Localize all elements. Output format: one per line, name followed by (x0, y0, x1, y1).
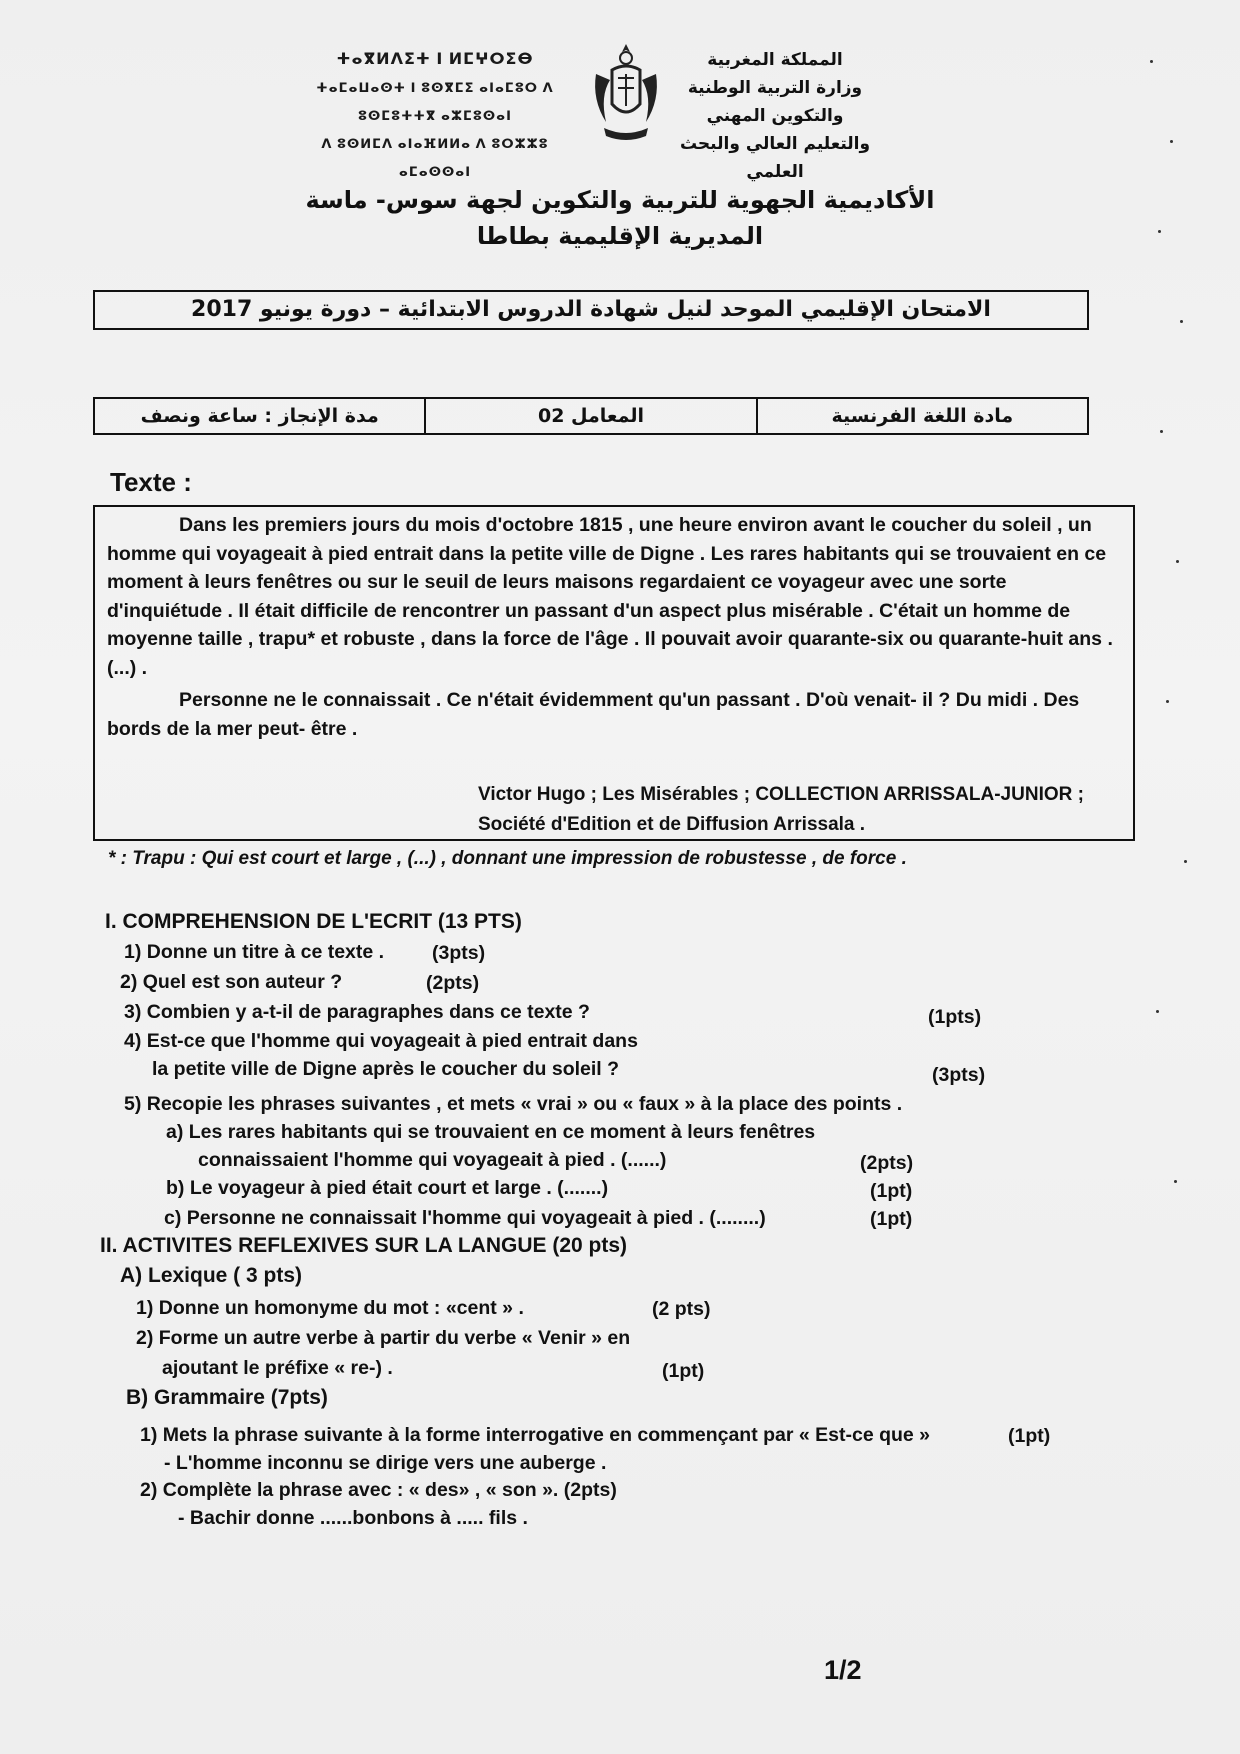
question-5a-line-2: connaissaient l'homme qui voyageait à pied . (......) (198, 1149, 667, 1171)
lexique-question-1: 1) Donne un homonyme du mot : «cent » . (136, 1297, 524, 1319)
scan-speck (1160, 430, 1163, 433)
source-line-1: Victor Hugo ; Les Misérables ; COLLECTION ARRISSALA-JUNIOR ; (478, 784, 1084, 805)
tifinagh-ministry-name (300, 46, 570, 186)
moroccan-coat-of-arms-icon (588, 40, 664, 152)
duration-cell: مدة الإنجاز : ساعة ونصف (140, 405, 379, 427)
lexique-question-2-points: (1pt) (662, 1360, 705, 1382)
official-header (0, 40, 1240, 182)
source-line-2: Société d'Edition et de Diffusion Arrissala . (478, 814, 866, 835)
question-3-points: (1pts) (928, 1006, 982, 1028)
footnote: * : Trapu : Qui est court et large , (...) , donnant une impression de robustesse , de force . (108, 848, 907, 869)
question-5a-line-1: a) Les rares habitants qui se trouvaient en ce moment à leurs fenêtres (166, 1121, 816, 1143)
question-4-points: (3pts) (932, 1064, 986, 1086)
passage-paragraph-1: Dans les premiers jours du mois d'octobre 1815 , une heure environ avant le coucher du soleil , un homme qui voyageait à pied entrait dans la petite ville de Digne . Les rares habitants qui se trouvaient en ce moment à leurs fenêtres ou sur le seuil de leurs maisons regardaient ce voyageur avec une sorte d'inquiétude . Il était difficile de rencontrer un passant d'un aspect plus misérable . C'était un homme de moyenne taille , trapu* et robuste , dans la force de l'âge . Il pouvait avoir quarante-six ou quarante-huit ans . (...) . (107, 514, 1113, 679)
scan-speck (1184, 860, 1187, 863)
grammaire-question-2: 2) Complète la phrase avec : « des» , « son ». (2pts) (140, 1479, 617, 1501)
lexique-question-2-line-2: ajoutant le préfixe « re-) . (162, 1357, 393, 1379)
exam-info-table (93, 397, 1089, 435)
passage-source (478, 780, 1098, 840)
question-5b-points: (1pt) (870, 1180, 913, 1202)
tifinagh-line-2: ⵜⴰⵎⴰⵡⴰⵙⵜ ⵏ ⵓⵙⴳⵎⵉ ⴰⵏⴰⵎⵓⵔ ⴷ ⵓⵙⵎⵓⵜⵜⴳ ⴰⵣⵎⵓⵙⴰⵏ (316, 80, 554, 123)
ministry-line-1: المملكة المغربية (707, 50, 843, 70)
question-2: 2) Quel est son auteur ? (120, 971, 343, 993)
ministry-name-arabic (660, 46, 890, 186)
scan-speck (1150, 60, 1153, 63)
question-1: 1) Donne un titre à ce texte . (124, 941, 385, 963)
question-1-points: (3pts) (432, 942, 486, 964)
coefficient-cell: المعامل 02 (424, 399, 755, 433)
scan-speck (1158, 230, 1161, 233)
grammaire-title: B) Grammaire (7pts) (126, 1386, 328, 1409)
tifinagh-line-1: ⵜⴰⴳⵍⴷⵉⵜ ⵏ ⵍⵎⵖⵔⵉⴱ (336, 51, 534, 68)
question-4-line-2: la petite ville de Digne après le coucher du soleil ? (152, 1058, 620, 1080)
section-1-title: I. COMPREHENSION DE L'ECRIT (13 PTS) (105, 910, 522, 933)
question-5a-points: (2pts) (860, 1152, 914, 1174)
grammaire-sentence-1: - L'homme inconnu se dirige vers une auberge . (164, 1452, 607, 1474)
scan-speck (1174, 1180, 1177, 1183)
subject-cell: مادة اللغة الفرنسية (756, 399, 1087, 433)
lexique-question-1-points: (2 pts) (652, 1298, 711, 1320)
scan-speck (1156, 1010, 1159, 1013)
page-number: 1/2 (824, 1655, 862, 1685)
academy-line: الأكاديمية الجهوية للتربية والتكوين لجهة سوس- ماسة (305, 186, 935, 214)
passage-paragraph-2: Personne ne le connaissait . Ce n'était évidemment qu'un passant . D'où venait- il ? Du midi . Des bords de la mer peut- être . (107, 689, 1080, 740)
question-5c: c) Personne ne connaissait l'homme qui voyageait à pied . (........) (164, 1207, 766, 1229)
tifinagh-line-3: ⴷ ⵓⵙⵍⵎⴷ ⴰⵏⴰⴼⵍⵍⴰ ⴷ ⵓⵔⵣⵣⵓ ⴰⵎⴰⵙⵙⴰⵏ (321, 136, 549, 179)
scan-speck (1176, 560, 1179, 563)
academy-name (0, 182, 1240, 254)
text-heading: Texte : (110, 467, 192, 497)
section-2-title: II. ACTIVITES REFLEXIVES SUR LA LANGUE (20 pts) (100, 1234, 627, 1257)
lexique-question-2-line-1: 2) Forme un autre verbe à partir du verbe « Venir » en (136, 1327, 631, 1349)
question-2-points: (2pts) (426, 972, 480, 994)
scan-speck (1180, 320, 1183, 323)
grammaire-sentence-2: - Bachir donne ......bonbons à ..... fils . (178, 1507, 528, 1529)
grammaire-question-1-points: (1pt) (1008, 1425, 1051, 1447)
grammaire-question-1: 1) Mets la phrase suivante à la forme interrogative en commençant par « Est-ce que » (140, 1424, 931, 1446)
directorate-line: المديرية الإقليمية بطاطا (476, 222, 764, 250)
question-5: 5) Recopie les phrases suivantes , et mets « vrai » ou « faux » à la place des points . (124, 1093, 903, 1115)
question-5b: b) Le voyageur à pied était court et large . (.......) (166, 1177, 609, 1199)
lexique-title: A) Lexique ( 3 pts) (120, 1264, 303, 1287)
exam-title: الامتحان الإقليمي الموحد لنيل شهادة الدروس الابتدائية – دورة يونيو 2017 (93, 290, 1089, 330)
scan-speck (1170, 140, 1173, 143)
scan-speck (1166, 700, 1169, 703)
ministry-line-2: وزارة التربية الوطنية والتكوين المهني (687, 78, 863, 126)
question-4-line-1: 4) Est-ce que l'homme qui voyageait à pied entrait dans (124, 1030, 638, 1052)
question-3: 3) Combien y a-t-il de paragraphes dans ce texte ? (124, 1001, 590, 1023)
question-5c-points: (1pt) (870, 1208, 913, 1230)
ministry-line-3: والتعليم العالي والبحث العلمي (679, 134, 871, 182)
